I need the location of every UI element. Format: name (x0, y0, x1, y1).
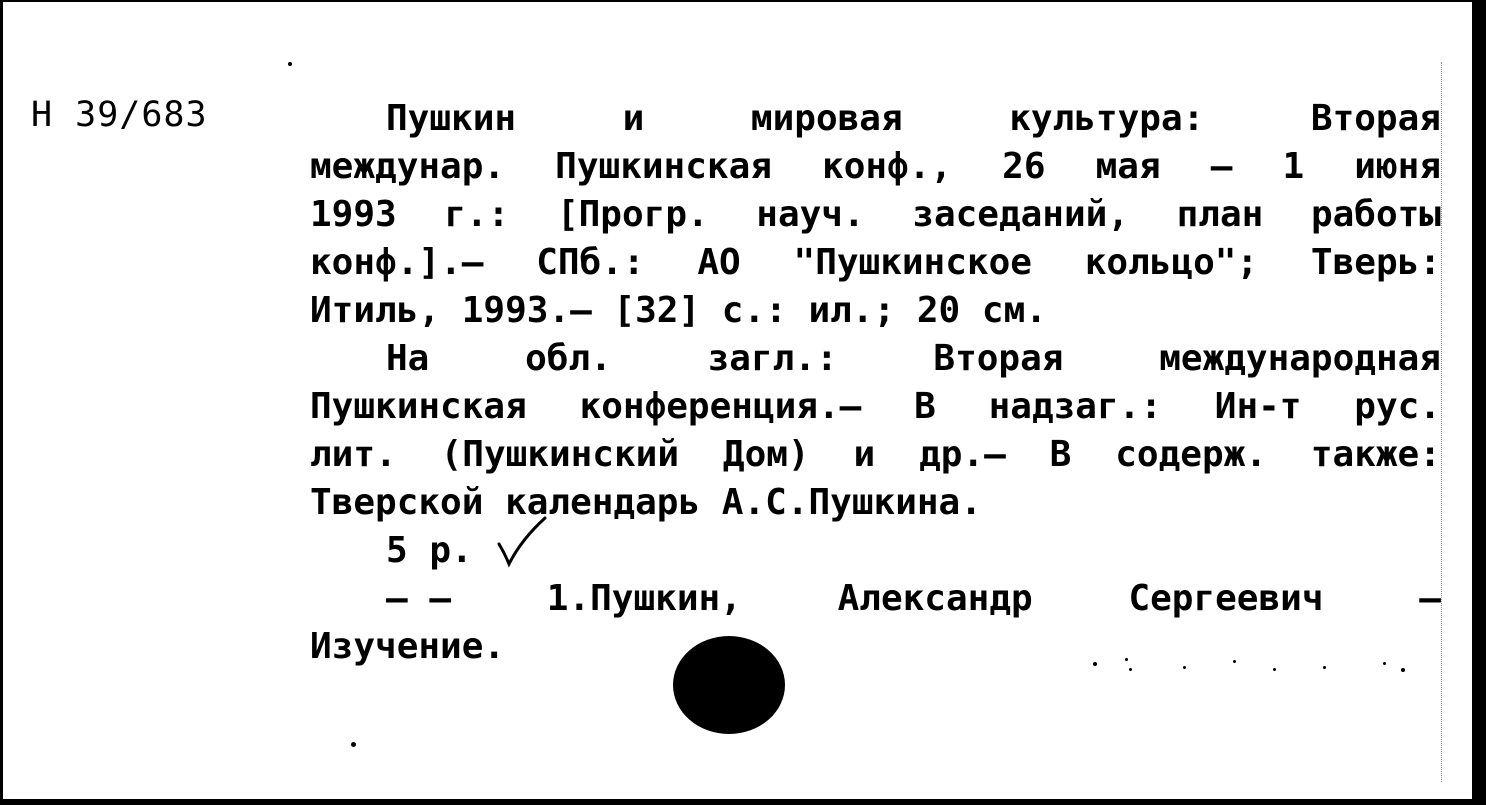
word: Ин-т (1214, 386, 1302, 427)
word: междунар. (310, 146, 506, 187)
scan-specks (1083, 650, 1423, 680)
text-line (310, 239, 1441, 287)
word: На (386, 338, 430, 379)
word: "Пушкинское (793, 242, 1032, 283)
word: конф.].– (310, 242, 484, 283)
word: Вторая (933, 338, 1064, 379)
word: г.: (444, 194, 510, 235)
word: рус. (1354, 386, 1441, 427)
word: 1.Пушкин, (546, 578, 742, 619)
word: (Пушкинский (440, 434, 680, 475)
word: и (622, 98, 645, 139)
word: лит. (310, 434, 397, 475)
text-line (386, 527, 473, 575)
word: конференция.– (579, 386, 862, 427)
word: В (914, 386, 936, 427)
word: – (1210, 146, 1233, 187)
word: 26 (1002, 146, 1046, 187)
word: мая (1095, 146, 1161, 187)
punch-hole (673, 636, 785, 734)
word: работы (1310, 194, 1441, 235)
word: Вторая (1310, 98, 1441, 139)
word: Пушкинская (555, 146, 772, 187)
text-line (386, 335, 1441, 383)
word: мировая (750, 98, 903, 139)
text-line (310, 479, 982, 527)
word: заседаний, (912, 194, 1130, 235)
word: Тверской календарь А.С.Пушкина. (310, 482, 982, 523)
word: науч. (756, 194, 865, 235)
word: Тверь: (1310, 242, 1441, 283)
word: АО (697, 242, 741, 283)
word: культура: (1009, 98, 1205, 139)
word: [Прогр. (556, 194, 709, 235)
word: Изучение. (310, 626, 506, 667)
word: др.– (919, 434, 1006, 475)
word: Итиль, 1993.– [32] с.: ил.; 20 см. (310, 290, 1047, 331)
check-mark-icon (493, 510, 553, 570)
text-line (386, 95, 1441, 143)
text-line (310, 143, 1441, 191)
scan-speck (288, 62, 292, 66)
word: – – (386, 578, 452, 619)
word: кольцо"; (1084, 242, 1259, 283)
text-line (310, 383, 1441, 431)
scan-speck (351, 742, 356, 747)
word: обл. (525, 338, 612, 379)
word: международная (1159, 338, 1441, 379)
text-line (386, 575, 1441, 623)
word: Пушкинская (310, 386, 527, 427)
word: В (1049, 434, 1072, 475)
text-line (310, 287, 1047, 335)
scan-artifact-line (1441, 62, 1442, 782)
word: Сергеевич (1128, 578, 1324, 619)
word: июня (1354, 146, 1441, 187)
word: Пушкин (386, 98, 517, 139)
word: СПб.: (536, 242, 645, 283)
text-line (310, 623, 505, 671)
word: Дом) (722, 434, 810, 475)
text-line (310, 191, 1441, 239)
word: содерж. (1115, 434, 1267, 475)
word: конф., (822, 146, 953, 187)
word: Александр (837, 578, 1033, 619)
text-line (310, 431, 1441, 479)
word: надзаг.: (988, 386, 1162, 427)
word: 1993 (310, 194, 397, 235)
word: также: (1310, 434, 1441, 475)
word: план (1176, 194, 1264, 235)
word: – (1419, 578, 1441, 619)
word: и (853, 434, 876, 475)
shelfmark: Н 39/683 (31, 95, 208, 135)
word: 5 р. (386, 530, 473, 571)
word: загл.: (707, 338, 838, 379)
word: 1 (1282, 146, 1305, 187)
